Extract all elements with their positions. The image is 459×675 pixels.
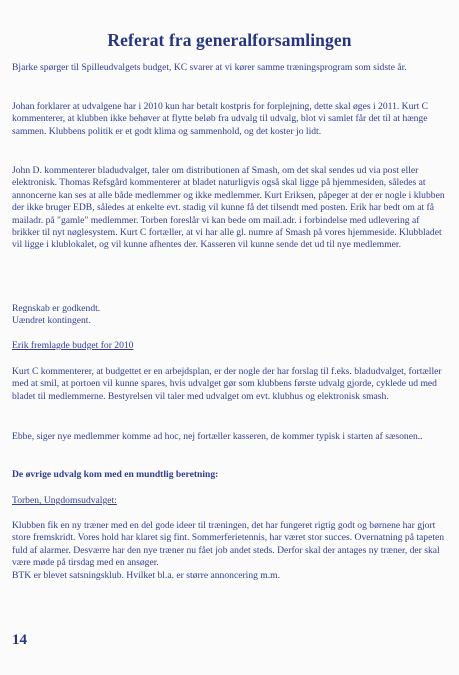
paragraph-youth-report: Klubben fik en ny træner med en del gode ideer til træningen, det har fungeret rigtig godt og børnene har gjort store fremskridt. Vores hold har klaret sig fint. Sommerferietennis, har været stor succes. Overnatning på tapeten fuld af alarmer. Desværre har den nye træner nu fået job andet steds. Derfor skal der antages ny træner, der skal være møde på tirsdag med en ansøger. BTK er blevet satsningsklub. Hvilket bl.a. er større annoncering m.m. <box>12 520 445 581</box>
heading-torben-youth: Torben, Ungdomsudvalget: <box>12 495 117 506</box>
heading-budget-2010: Erik fremlagde budget for 2010 <box>12 340 134 351</box>
paragraph-johan: Johan forklarer at udvalgene har i 2010 kun har betalt kostpris for forplejning, dette skal øges i 2011. Kurt C kommenterer, at klubben ikke behøver at flytte beløb fra udvalg til udvalg, blot vi samlet får det til at hænge sammen. Klubbens politik er et godt klima og sammenhold, og det koster jo lidt. <box>12 101 429 137</box>
paragraph-budget-question: Bjarke spørger til Spilleudvalgets budget, KC svarer at vi kører samme træningsprogram som sidste år. <box>12 62 407 73</box>
page-number: 14 <box>12 632 27 648</box>
document-title: Referat fra generalforsamlingen <box>107 30 352 50</box>
paragraph-regnskab: Regnskab er godkendt. Uændret kontingent. <box>12 303 101 327</box>
paragraph-ebbe: Ebbe, siger nye medlemmer komme ad hoc, nej fortæller kasseren, de kommer typisk i starten af sæsonen.. <box>12 431 423 442</box>
heading-other-committees: De øvrige udvalg kom med en mundtlig beretning: <box>12 469 219 480</box>
paragraph-kurt-c: Kurt C kommenterer, at budgettet er en arbejdsplan, er der nogle der har forslag til f.eks. bladudvalget, fortæller med at smil, at portoen vil kunne spares, hvis udvalget gør som klubbens første udvalg gjorde, cyklede ud med bladet til medlemmerne. Bestyrelsen vil taler med udvalget om evt. klubhus og elektronisk smash. <box>12 366 442 402</box>
paragraph-john-d: John D. kommenterer bladudvalget, taler om distributionen af Smash, om det skal sendes ud via post eller elektronisk. Thomas Refsgård kommenterer at bladet naturligvis også skal ligge på hjemmesiden, således at annoncerne kan ses at alle både medlemmer og ikke medlemmer. Kurt Eriksen, påpeger at der er nogle i klubben der ikke bruger EDB, således at enkelte evt. stadig vil kunne få det tilsendt med posten. Erik har bedt om at få mailadr. på "gamle" medlemmer. Torben foreslår vi kan bede om mail.adr. i forbindelse med udlevering af brikker til nyt nøglesystem. Kurt C fortæller, at vi har alle gl. numre af Smash på vores hjemmeside. Klubbladet vil ligge i klublokalet, og vil kunne afhentes der. Kasseren vil kunne sende det ud til nye medlemmer. <box>12 165 445 251</box>
